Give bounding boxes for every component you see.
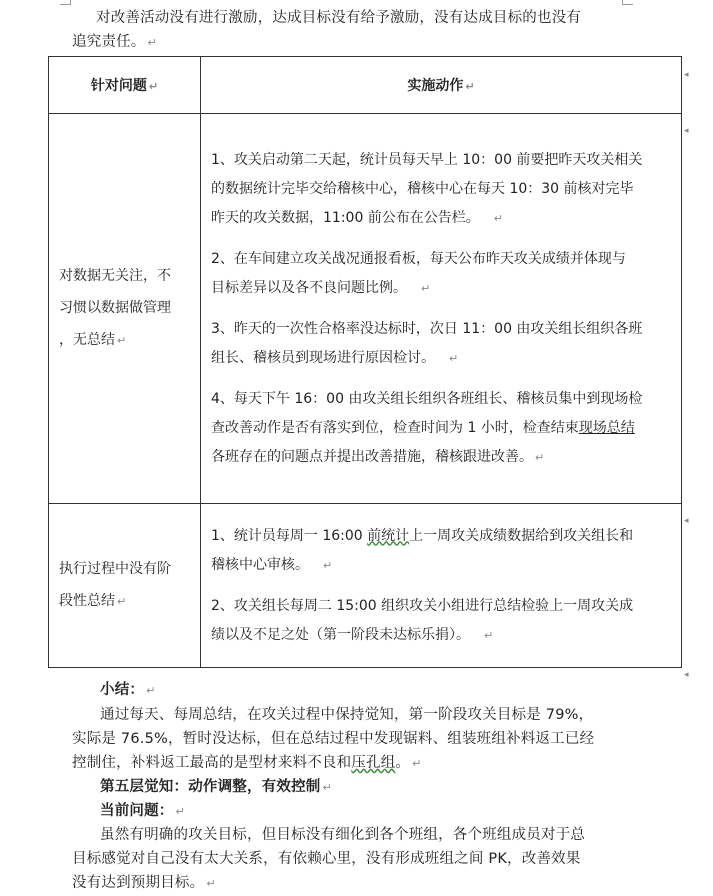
paragraph-mark-icon: ↵ <box>421 281 431 295</box>
problem-cell <box>49 504 201 668</box>
current-paragraph <box>72 823 586 896</box>
action-table <box>48 56 682 668</box>
summary-line-1: 通过每天、每周总结，在攻关过程中保持觉知，第一阶段攻关目标是 79%， <box>100 707 594 723</box>
paragraph-mark-icon: ↵ <box>449 351 459 365</box>
paragraph-mark-icon: ↵ <box>117 334 127 347</box>
problem-line: ，无总结 ↵ <box>59 332 127 348</box>
intro-line-2: 追究责任。 ↵ <box>72 34 157 50</box>
paragraph-mark-icon: ↵ <box>535 450 545 464</box>
problem-line: 习惯以数据做管理 <box>59 300 171 316</box>
paragraph-mark-icon: ↵ <box>493 211 504 225</box>
paragraph-mark-icon: ↵ <box>323 558 333 572</box>
problem-cell <box>49 114 201 504</box>
problem-line: 执行过程中没有阶 <box>59 561 171 577</box>
current-heading: 当前问题： ↵ <box>100 803 185 819</box>
action-item-2: 2、在车间建立攻关战况通报看板，每天公布昨天攻关成绩并体现与 目标差异以及各不良问题比例。 ↵ <box>211 250 626 296</box>
spellcheck-underline: 压孔组 <box>351 755 396 771</box>
paragraph-mark-icon: ↵ <box>148 80 159 93</box>
row-end-mark-icon: ◂ <box>684 670 689 680</box>
action-item-1: 1、统计员每周一 16:00 前统计上一周攻关成绩数据给到攻关组长和 稽核中心审核。 ↵ <box>211 527 634 573</box>
spellcheck-underline: 前统计 <box>367 527 410 544</box>
current-line-2: 目标感觉对自己没有太大关系，有依赖心里，没有形成班组之间 PK，改善效果 <box>72 851 581 867</box>
action-item-1: 1、攻关启动第二天起，统计员每天早上 10：00 前要把昨天攻关相关 的数据统计完毕交给稽核中心，稽核中心在每天 10：30 前核对完毕 昨天的攻关数据，11:00 前公布在公告栏。 ↵ <box>211 151 643 226</box>
action-cell <box>201 114 682 504</box>
underlined-text: 现场总结 <box>578 419 635 436</box>
row-end-mark-icon: ◂ <box>684 126 689 136</box>
table-row <box>49 504 682 668</box>
paragraph-mark-icon: ↵ <box>147 36 157 49</box>
problem-line: 段性总结 ↵ <box>59 593 127 609</box>
crop-mark-top-left <box>60 0 71 5</box>
paragraph-mark-icon: ↵ <box>117 595 127 608</box>
summary-heading: 小结： ↵ <box>100 682 156 698</box>
table-row <box>49 114 682 504</box>
header-problem: 针对问题 ↵ <box>49 57 201 114</box>
intro-line-1: 对改善活动没有进行激励，达成目标没有给予激励，没有达成目标的也没有 <box>96 10 582 26</box>
summary-line-2: 实际是 76.5%，暂时没达标，但在总结过程中发现锯料、组装班组补料返工已经 <box>72 731 595 747</box>
action-cell <box>201 504 682 668</box>
current-line-3: 没有达到预期目标。 ↵ <box>72 875 216 891</box>
paragraph-mark-icon: ↵ <box>175 805 185 818</box>
paragraph-mark-icon: ↵ <box>412 757 422 770</box>
action-item-4: 4、每天下午 16：00 由攻关组长组织各班组长、稽核员集中到现场检 查改善动作是否有落实到位，检查时间为 1 小时，检查结束现场总结 各班存在的问题点并提出改善措施，稽核跟进改善。 ↵ <box>211 390 643 465</box>
paragraph-mark-icon: ↵ <box>146 684 156 697</box>
table-header-row <box>49 57 682 114</box>
crop-mark-top-right <box>622 0 633 5</box>
summary-line-3: 控制住，补料返工最高的是型材来料不良和压孔组。 ↵ <box>72 755 422 771</box>
paragraph-mark-icon: ↵ <box>206 877 216 890</box>
paragraph-mark-icon: ↵ <box>484 628 494 642</box>
header-action: 实施动作 ↵ <box>201 57 682 114</box>
action-item-3: 3、昨天的一次性合格率没达标时，次日 11：00 由攻关组长组织各班 组长、稽核员到现场进行原因检讨。 ↵ <box>211 320 643 366</box>
row-end-mark-icon: ◂ <box>684 516 689 526</box>
problem-line: 对数据无关注，不 <box>59 268 171 284</box>
intro-paragraph <box>72 6 582 55</box>
paragraph-mark-icon: ↵ <box>322 781 332 794</box>
current-line-1: 虽然有明确的攻关目标，但目标没有细化到各个班组，各个班组成员对于总 <box>100 827 586 843</box>
section5-heading: 第五层觉知：动作调整，有效控制 ↵ <box>100 779 332 795</box>
row-end-mark-icon: ◂ <box>684 70 689 80</box>
action-item-2: 2、攻关组长每周二 15:00 组织攻关小组进行总结检验上一周攻关成 绩以及不足之处（第一阶段未达标乐捐）。 ↵ <box>211 597 634 643</box>
paragraph-mark-icon: ↵ <box>465 80 475 93</box>
summary-paragraph <box>72 703 595 776</box>
